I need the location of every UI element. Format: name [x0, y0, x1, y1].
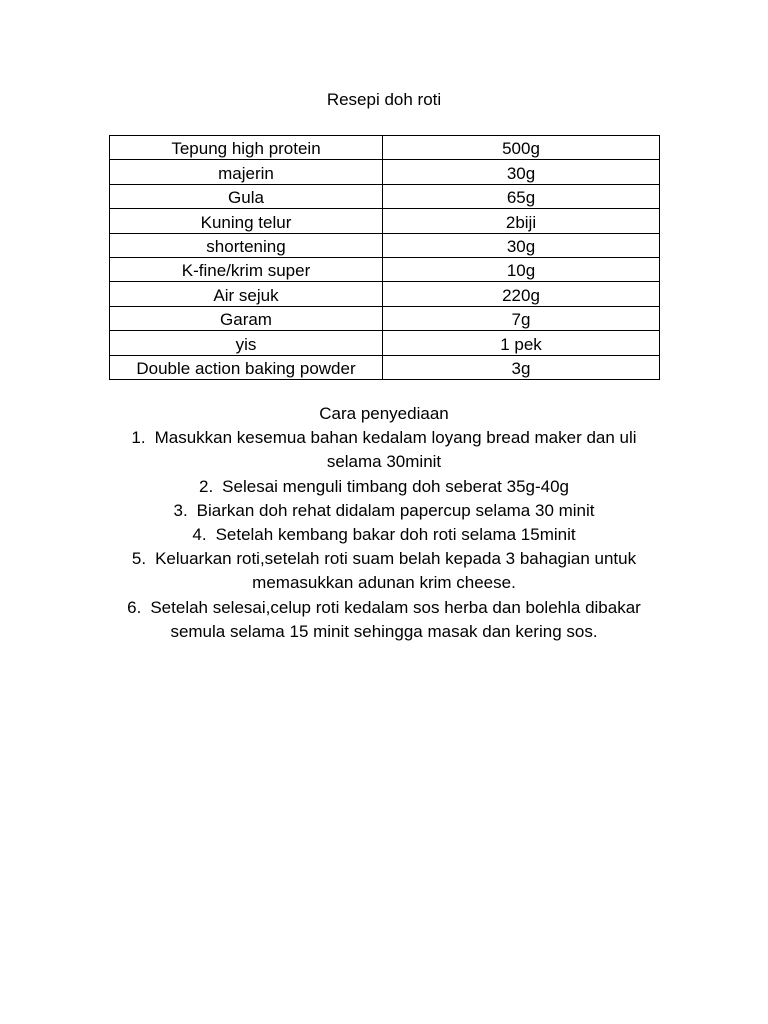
step-text: Biarkan doh rehat didalam papercup selama 30 minit [196, 500, 595, 520]
ingredient-name: Tepung high protein [110, 136, 383, 160]
method-step [110, 475, 658, 499]
ingredient-name: shortening [110, 233, 383, 257]
ingredient-amount: 65g [383, 184, 660, 208]
ingredient-amount: 7g [383, 306, 660, 330]
method-heading: Cara penyediaan [319, 404, 449, 423]
table-row [110, 184, 660, 208]
ingredient-name: Gula [110, 184, 383, 208]
ingredient-amount: 1 pek [383, 331, 660, 355]
ingredient-amount: 30g [383, 160, 660, 184]
table-row [110, 306, 660, 330]
step-number: 3. [173, 500, 188, 520]
table-row [110, 355, 660, 379]
ingredient-name: majerin [110, 160, 383, 184]
step-text: Setelah selesai,celup roti kedalam sos herba dan bolehla dibakar semula selama 15 minit sehingga masak dan kering sos. [150, 597, 641, 641]
step-text: Keluarkan roti,setelah roti suam belah kepada 3 bahagian untuk memasukkan adunan krim cheese. [155, 549, 637, 593]
ingredient-amount: 30g [383, 233, 660, 257]
step-number: 6. [127, 597, 142, 617]
table-row [110, 282, 660, 306]
ingredient-amount: 3g [383, 355, 660, 379]
ingredient-name: Air sejuk [110, 282, 383, 306]
ingredient-amount: 2biji [383, 209, 660, 233]
ingredient-name: K-fine/krim super [110, 257, 383, 281]
method-step [110, 547, 658, 595]
ingredient-name: yis [110, 331, 383, 355]
method-section [110, 402, 658, 644]
step-number: 1. [131, 428, 146, 448]
method-step [110, 596, 658, 644]
step-number: 4. [192, 525, 207, 545]
ingredient-amount: 10g [383, 257, 660, 281]
method-steps-list [110, 426, 658, 644]
method-step [110, 523, 658, 547]
table-row [110, 233, 660, 257]
table-row [110, 257, 660, 281]
ingredient-name: Garam [110, 306, 383, 330]
ingredient-name: Kuning telur [110, 209, 383, 233]
table-row [110, 160, 660, 184]
step-number: 5. [131, 549, 147, 569]
table-row [110, 136, 660, 160]
table-row [110, 331, 660, 355]
table-row [110, 209, 660, 233]
step-text: Selesai menguli timbang doh seberat 35g-40g [222, 476, 570, 496]
step-text: Masukkan kesemua bahan kedalam loyang bread maker dan uli selama 30minit [154, 428, 637, 472]
ingredient-amount: 500g [383, 136, 660, 160]
step-text: Setelah kembang bakar doh roti selama 15minit [215, 525, 576, 545]
step-number: 2. [198, 476, 214, 496]
ingredient-name: Double action baking powder [110, 355, 383, 379]
recipe-title: Resepi doh roti [326, 90, 442, 109]
method-step [110, 499, 658, 523]
ingredients-table [109, 135, 660, 380]
method-step [110, 426, 658, 474]
ingredient-amount: 220g [383, 282, 660, 306]
